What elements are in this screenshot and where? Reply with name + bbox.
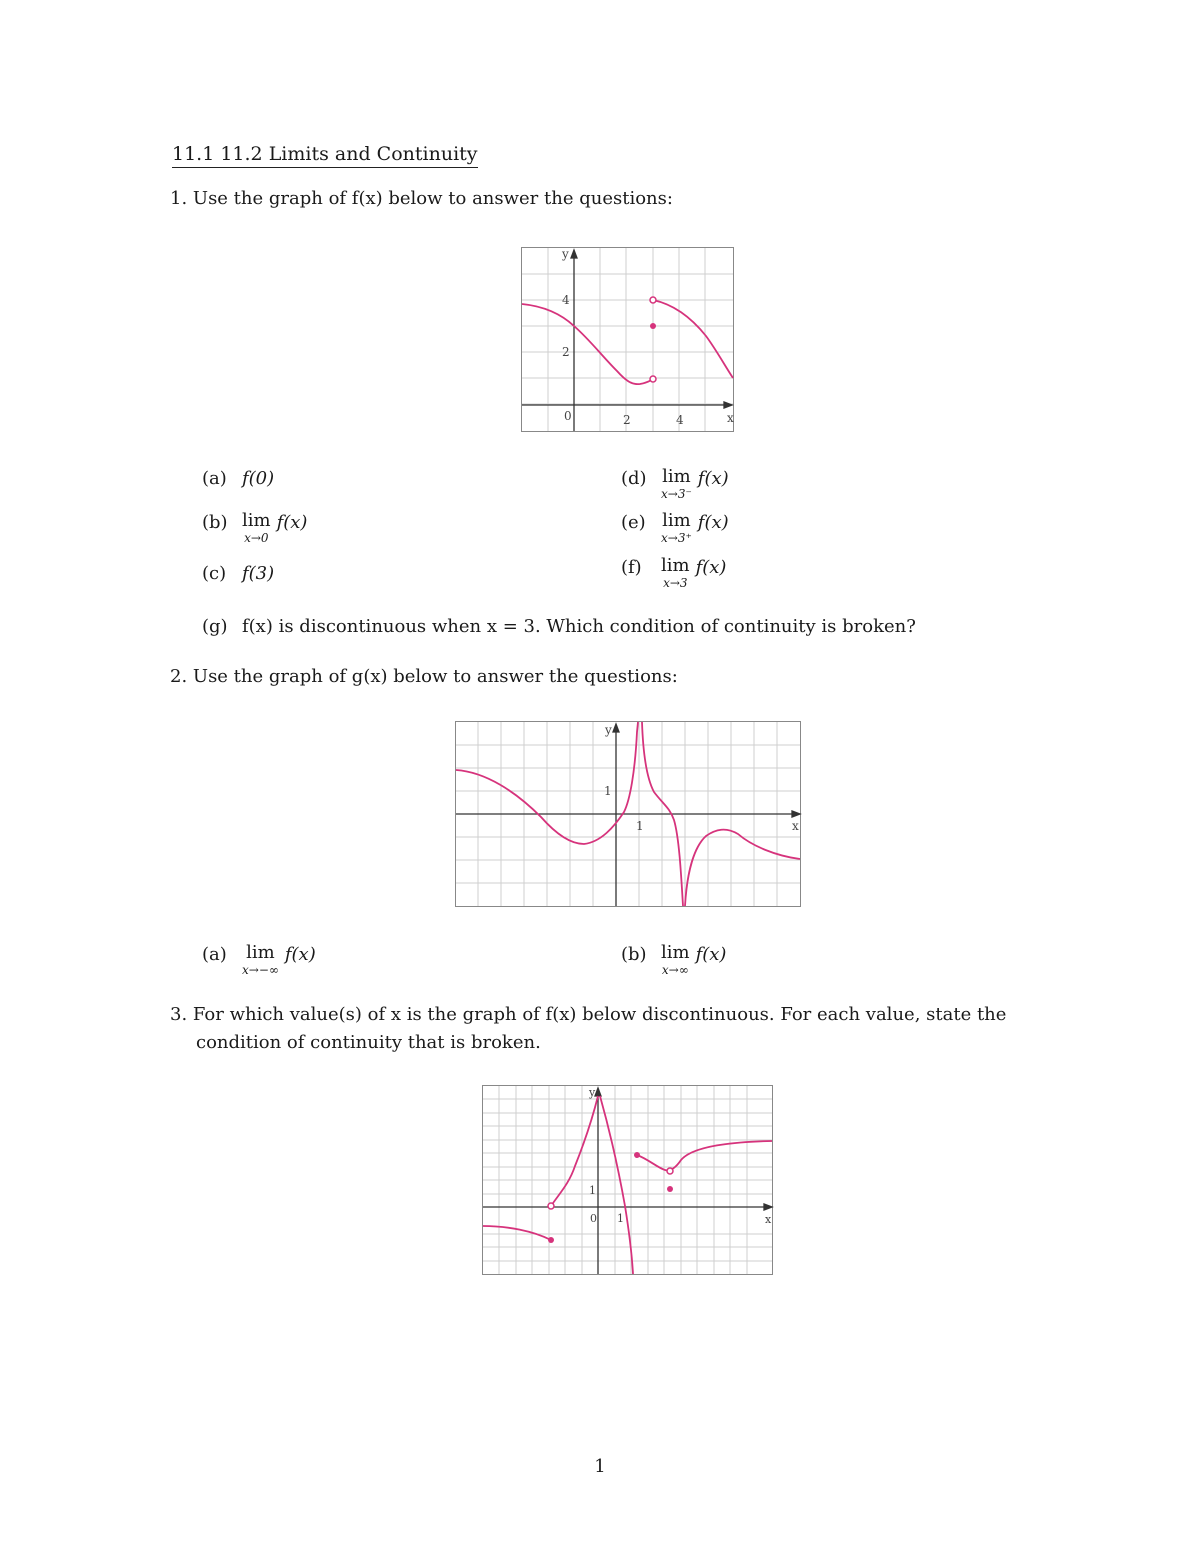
graph-1-y2: 2	[562, 345, 570, 359]
graph-3-y-label: y	[589, 1086, 596, 1099]
graph-1-x-label: x	[727, 411, 734, 425]
graph-2-svg	[456, 722, 800, 906]
graph-3-points	[548, 1152, 673, 1243]
graph-3-filled-point-start	[634, 1152, 640, 1158]
q1-part-c: (c) f(3)	[202, 563, 275, 584]
graph-2-axes	[456, 724, 800, 906]
page-number: 1	[594, 1456, 606, 1477]
graph-3-x-label: x	[765, 1213, 772, 1226]
graph-1-open-point-lower	[650, 376, 656, 382]
question-1-prompt: 1. Use the graph of f(x) below to answer the questions:	[170, 188, 673, 209]
graph-3-origin: 0	[590, 1212, 597, 1225]
graph-3-y1: 1	[589, 1184, 596, 1197]
graph-3-open-point-hole	[667, 1168, 673, 1174]
graph-1-origin: 0	[564, 409, 572, 423]
graph-1-x2: 2	[623, 413, 631, 427]
q1-part-d: (d) lim x→3⁻ f(x)	[621, 466, 729, 501]
q1-part-f: (f) lim x→3 f(x)	[621, 555, 727, 590]
graph-3	[482, 1085, 773, 1275]
q2-part-b: (b) lim x→∞ f(x)	[621, 942, 727, 977]
graph-1	[521, 247, 734, 432]
question-3-prompt-line2: condition of continuity that is broken.	[196, 1032, 541, 1053]
graph-1-y-label: y	[562, 247, 569, 261]
graph-3-axes	[483, 1088, 772, 1274]
graph-3-open-point-left	[548, 1203, 554, 1209]
q2-part-a: (a) lim x→−∞ f(x)	[202, 942, 316, 977]
graph-1-curve	[522, 300, 733, 384]
graph-1-svg	[522, 248, 733, 431]
graph-1-open-point-upper	[650, 297, 656, 303]
graph-1-y4: 4	[562, 293, 570, 307]
graph-3-filled-point-left	[548, 1237, 554, 1243]
q1-part-a: (a) f(0)	[202, 468, 275, 489]
graph-1-x4: 4	[676, 413, 684, 427]
graph-2-x-label: x	[792, 819, 799, 833]
graph-2-x1: 1	[636, 819, 644, 833]
q1-part-e: (e) lim x→3⁺ f(x)	[621, 510, 729, 545]
graph-2	[455, 721, 801, 907]
graph-3-filled-point-removable	[667, 1186, 673, 1192]
graph-3-grid	[483, 1086, 772, 1274]
question-2-prompt: 2. Use the graph of g(x) below to answer the questions:	[170, 666, 678, 687]
graph-3-svg	[483, 1086, 772, 1274]
q1-part-g: (g) f(x) is discontinuous when x = 3. Which condition of continuity is broken?	[202, 616, 916, 637]
graph-1-grid	[522, 248, 733, 431]
graph-3-x1: 1	[617, 1212, 624, 1225]
graph-2-y-label: y	[605, 723, 612, 737]
page-title: 11.1 11.2 Limits and Continuity	[172, 143, 478, 168]
graph-1-filled-point	[650, 323, 656, 329]
q1-part-b: (b) lim x→0 f(x)	[202, 510, 308, 545]
graph-2-y1: 1	[604, 784, 612, 798]
question-3-prompt-line1: 3. For which value(s) of x is the graph of f(x) below discontinuous. For each value, state the	[170, 1004, 1007, 1025]
